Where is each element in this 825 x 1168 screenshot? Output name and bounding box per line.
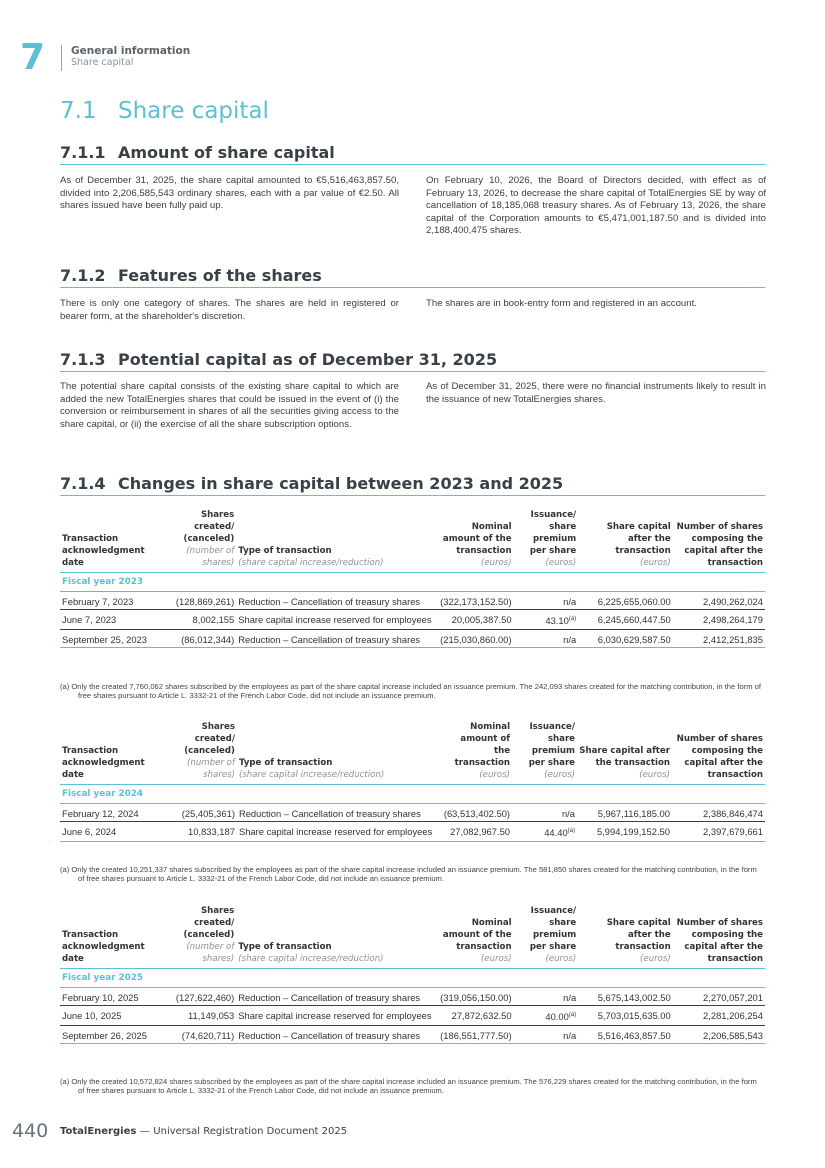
table-row: September 26, 2025 (74,620,711) Reduction – Cancellation of treasury shares (186,551,777.50) n/a 5,516,463,857.50 2,206,585,543 [60,1025,765,1043]
section-heading [60,98,269,124]
column-header-number: Number of shares composing the capital after the transaction [673,509,765,573]
paragraph-711-right: On February 10, 2026, the Board of Directors decided, with effect as of February 13, 2026, to decrease the share capital of TotalEnergies SE by way of cancellation of 18,185,068 treasury shares. As of February 13, 2026, the share capital of the Corporation amounts to €5,471,001,187.50 and is divided into 2,188,400,475 shares. [426,175,766,237]
column-header-capital: Share capital after the transaction (euros) [578,509,673,573]
column-header-date: Transaction acknowledgment date [60,905,167,969]
share-capital-table-2025 [60,905,765,1044]
paragraph-712-left: There is only one category of shares. The shares are held in registered or bearer form, at the shareholder's discretion. [60,298,399,322]
fiscal-year-row: Fiscal year 2025 [60,969,765,988]
subsection-number: 7.1.3 [60,350,106,369]
subsection-title: Features of the shares [118,266,322,285]
section-number: 7.1 [60,98,97,124]
fiscal-year-row: Fiscal year 2023 [60,573,765,592]
column-header-premium: Issuance/ share premium per share (euros) [512,721,577,785]
footnote-marker: (a) [568,616,577,623]
footer-separator: — [139,1126,150,1137]
column-header-date: Transaction acknowledgment date [60,721,168,785]
chapter-title: General information [71,45,191,57]
chapter-subtitle: Share capital [71,57,134,68]
column-header-capital: Share capital after the transaction (euros) [577,721,672,785]
subsection-number: 7.1.2 [60,266,106,285]
subsection-heading-713 [60,350,765,372]
column-header-premium: Issuance/ share premium per share (euros) [514,509,579,573]
table-footnote-2025: (a) Only the created 10,572,824 shares subscribed by the employees as part of the share capital increase included an issuance premium. The 576,229 shares created for the matching contribution, in the form of free shares pursuant to Article L. 3332-21 of the French Labor Code, did not include an issuance premium. [60,1077,757,1096]
column-header-date: Transaction acknowledgment date [60,509,167,573]
table-row: June 7, 2023 8,002,155 Share capital increase reserved for employees 20,005,387.50 43.10$^{(a)}$ 6,245,660,447.50 2,498,264,179 [60,610,765,629]
subsection-title: Changes in share capital between 2023 and 2025 [118,474,564,493]
table-header-row [60,509,765,573]
column-header-capital: Share capital after the transaction (euros) [578,905,673,969]
header-divider [61,45,62,71]
column-header-nominal: Nominal amount of the transaction (euros) [438,905,513,969]
subsection-heading-714 [60,474,765,496]
section-title: Share capital [118,98,269,124]
share-capital-table-2023 [60,509,765,648]
subsection-number: 7.1.1 [60,143,106,162]
share-capital-table-2024 [60,721,765,842]
subsection-title: Amount of share capital [118,143,335,162]
table-row: September 25, 2023 (86,012,344) Reduction – Cancellation of treasury shares (215,030,860.00) n/a 6,030,629,587.50 2,412,251,835 [60,629,765,647]
column-header-type: Type of transaction (share capital increase/reduction) [237,721,442,785]
column-header-shares: Shares created/ (canceled) (number of shares) [168,721,237,785]
column-header-shares: Shares created/ (canceled) (number of shares) [167,905,236,969]
table-footnote-2023: (a) Only the created 7,760,062 shares subscribed by the employees as part of the share capital increase included an issuance premium. The 242,093 shares created for the matching contribution, in the form of free shares pursuant to Article L. 3332-21 of the French Labor Code, did not include an issuance premium. [60,682,761,701]
column-header-shares: Shares created/ (canceled) (number of shares) [167,509,236,573]
subsection-heading-711 [60,143,765,165]
table-header-row [60,905,765,969]
chapter-number: 7 [20,37,46,78]
table-row: June 10, 2025 11,149,053 Share capital increase reserved for employees 27,872,632.50 40.00$^{(a)}$ 5,703,015,635.00 2,281,206,254 [60,1006,765,1025]
footnote-marker: (a) [568,1012,577,1019]
footer-document-title: Universal Registration Document 2025 [153,1126,348,1137]
paragraph-713-right: As of December 31, 2025, there were no financial instruments likely to result in the issuance of new TotalEnergies shares. [426,381,766,405]
column-header-nominal: Nominal amount of the transaction (euros) [442,721,512,785]
paragraph-712-right: The shares are in book-entry form and registered in an account. [426,298,697,309]
fiscal-year-row: Fiscal year 2024 [60,785,765,804]
column-header-type: Type of transaction (share capital increase/reduction) [236,905,438,969]
footer-brand: TotalEnergies [60,1126,137,1137]
column-header-premium: Issuance/ share premium per share (euros) [514,905,579,969]
table-header-row [60,721,765,785]
column-header-number: Number of shares composing the capital after the transaction [672,721,765,785]
paragraph-711-left: As of December 31, 2025, the share capital amounted to €5,516,463,857.50, divided into 2,206,585,543 ordinary shares, each with a par value of €2.50. All shares issued have been fully paid up. [60,175,399,212]
subsection-heading-712 [60,266,765,288]
column-header-number: Number of shares composing the capital after the transaction [673,905,765,969]
table-footnote-2024: (a) Only the created 10,251,337 shares subscribed by the employees as part of the share capital increase included an issuance premium. The 581,850 shares created for the matching contribution, in the form of free shares pursuant to Article L. 3332-21 of the French Labor Code, did not include an issuance premium. [60,865,757,884]
page-number: 440 [12,1120,49,1142]
column-header-nominal: Nominal amount of the transaction (euros) [438,509,513,573]
table-row: February 7, 2023 (128,869,261) Reduction – Cancellation of treasury shares (322,173,152.50) n/a 6,225,655,060.00 2,490,262,024 [60,592,765,610]
subsection-number: 7.1.4 [60,474,106,493]
table-row: June 6, 2024 10,833,187 Share capital increase reserved for employees 27,082,967.50 44.40$^{(a)}$ 5,994,199,152.50 2,397,679,661 [60,822,765,841]
table-row: February 10, 2025 (127,622,460) Reduction – Cancellation of treasury shares (319,056,150.00) n/a 5,675,143,002.50 2,270,057,201 [60,988,765,1006]
subsection-title: Potential capital as of December 31, 2025 [118,350,498,369]
table-row: February 12, 2024 (25,405,361) Reduction – Cancellation of treasury shares (63,513,402.50) n/a 5,967,116,185.00 2,386,846,474 [60,804,765,822]
column-header-type: Type of transaction (share capital increase/reduction) [236,509,438,573]
footnote-marker: (a) [567,828,576,835]
footer-brand-line [60,1126,347,1137]
paragraph-713-left: The potential share capital consists of the existing share capital to which are added the new TotalEnergies shares that could be issued in the event of (i) the conversion or reimbursement in shares of all the securities giving access to the share capital, or (ii) the exercise of all the share subscription options. [60,381,399,430]
